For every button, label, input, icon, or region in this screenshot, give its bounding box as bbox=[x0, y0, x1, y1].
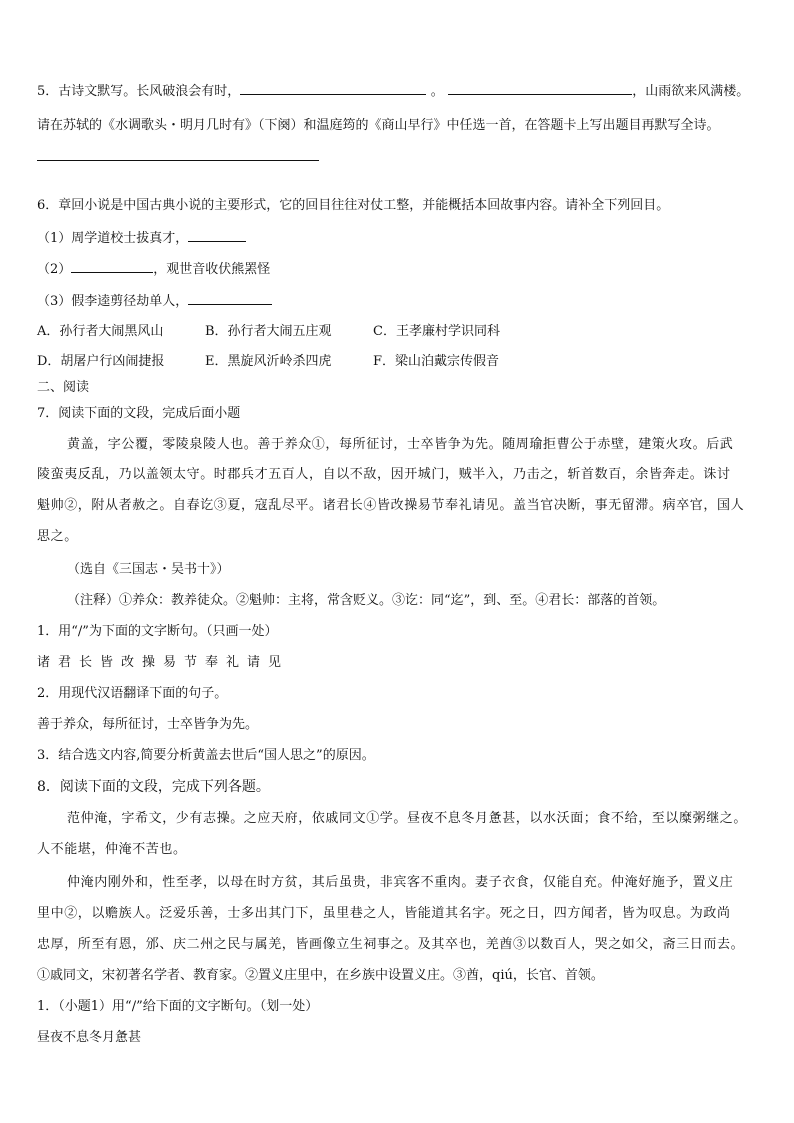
q5-line1 bbox=[37, 82, 749, 101]
q7-notes: （注释）①养众：教养徒众。②魁帅：主将，常含贬义。③讫：同“迄”，到、至。④君长：部落的首领。 bbox=[67, 593, 666, 608]
q6-option-e[interactable]: E．黑旋风沂岭杀四虎 bbox=[205, 354, 332, 369]
q8-passage-line4: 里中②，以赡族人。泛爱乐善，士多出其门下，虽里巷之人，皆能道其名字。死之日，四方闻者，皆为叹息。为政尚 bbox=[37, 906, 731, 921]
q8-sub1: 1．（小题1）用“/”给下面的文字断句。（划一处） bbox=[37, 999, 319, 1014]
q6-stem: 6．章回小说是中国古典小说的主要形式，它的回目往往对仗工整，并能概括本回故事内容。请补全下列回目。 bbox=[37, 198, 670, 213]
section-heading: 二、阅读 bbox=[37, 380, 90, 395]
q8-passage-line2: 人不能堪，仲淹不苦也。 bbox=[37, 842, 187, 857]
q6-options-row2 bbox=[37, 353, 499, 371]
q7-source: （选自《三国志・吴书十》） bbox=[67, 562, 230, 577]
q7-sub1-text: 诸君长皆改操易节奉礼请见 bbox=[37, 655, 290, 670]
q6-option-c[interactable]: C．王孝廉村学识同科 bbox=[373, 324, 500, 339]
q6-item1 bbox=[37, 229, 246, 248]
q5-answer-line[interactable] bbox=[37, 160, 319, 161]
q6-item2-blank[interactable] bbox=[71, 260, 153, 273]
q6-item3 bbox=[37, 292, 272, 311]
q6-item1-text: （1）周学道校士拔真才， bbox=[37, 231, 189, 246]
q8-passage-line3: 仲淹内刚外和，性至孝，以母在时方贫，其后虽贵，非宾客不重肉。妻子衣食，仅能自充。仲淹好施予，置义庄 bbox=[67, 875, 734, 890]
q6-options-row1 bbox=[37, 323, 500, 341]
q6-item2-suffix: ，观世音收伏熊罴怪 bbox=[153, 262, 271, 277]
q7-passage-line3: 魁帅②，附从者赦之。自春讫③夏，寇乱尽平。诸君长④皆改操易节奉礼请见。盖当官决断，事无留滞。病卒官，国人 bbox=[37, 498, 745, 513]
q6-option-d[interactable]: D．胡屠户行凶闹捷报 bbox=[37, 354, 165, 369]
q7-passage-line1: 黄盖，字公覆，零陵泉陵人也。善于养众①，每所征讨，士卒皆争为先。随周瑜拒曹公于赤壁，建策火攻。后武 bbox=[67, 437, 734, 452]
q7-sub3: 3．结合选文内容,简要分析黄盖去世后“国人思之”的原因。 bbox=[37, 748, 375, 763]
q5-prefix: 5．古诗文默写。长风破浪会有时， bbox=[37, 84, 241, 99]
q7-passage-line4: 思之。 bbox=[37, 529, 78, 544]
q6-item3-text: （3）假李逵剪径劫单人， bbox=[37, 294, 189, 309]
q5-suffix: ，山雨欲来风满楼。 bbox=[632, 84, 750, 99]
q6-item1-blank[interactable] bbox=[188, 229, 246, 242]
q7-stem: 7．阅读下面的文段，完成后面小题 bbox=[37, 406, 241, 421]
q5-mid: 。 bbox=[430, 84, 444, 99]
q6-option-a[interactable]: A．孙行者大闹黑风山 bbox=[37, 324, 164, 339]
q7-sub2: 2．用现代汉语翻译下面的句子。 bbox=[37, 686, 228, 701]
q8-notes: ①戚同文，宋初著名学者、教育家。②置义庄里中，在乡族中设置义庄。③酋，qiú，长官、首领。 bbox=[37, 968, 604, 983]
q6-item3-blank[interactable] bbox=[188, 292, 272, 305]
q8-passage-line1: 范仲淹，字希文，少有志操。之应天府，依戚同文①学。昼夜不息冬月惫甚，以水沃面；食不给，至以糜粥继之。 bbox=[67, 811, 748, 826]
q5-line2: 请在苏轼的《水调歌头・明月几时有》（下阕）和温庭筠的《商山早行》中任选一首，在答题卡上写出题目再默写全诗。 bbox=[37, 118, 720, 133]
q6-option-f[interactable]: F．梁山泊戴宗传假音 bbox=[373, 354, 500, 369]
q7-passage-line2: 陵蛮夷反乱，乃以盖领太守。时郡兵才五百人，自以不敌，因开城门，贼半入，乃击之，斩首数百，余皆奔走。诛讨 bbox=[37, 467, 731, 482]
q6-item2-prefix: （2） bbox=[37, 262, 72, 277]
q8-sub1-text: 昼夜不息冬月惫甚 bbox=[37, 1030, 142, 1045]
q6-item2 bbox=[37, 260, 270, 279]
q6-option-b[interactable]: B．孙行者大闹五庄观 bbox=[205, 324, 332, 339]
q7-sub1: 1．用“/”为下面的文字断句。（只画一处） bbox=[37, 624, 278, 639]
q5-blank-2[interactable] bbox=[448, 82, 632, 95]
q7-sub2-text: 善于养众，每所征讨，士卒皆争为先。 bbox=[37, 717, 259, 732]
q8-passage-line5: 忠厚，所至有恩，邠、庆二州之民与属羌，皆画像立生祠事之。及其卒也，羌酋③以数百人，哭之如父，斋三日而去。 bbox=[37, 937, 745, 952]
q5-blank-1[interactable] bbox=[240, 82, 426, 95]
q8-stem: 8．阅读下面的文段，完成下列各题。 bbox=[37, 779, 270, 795]
